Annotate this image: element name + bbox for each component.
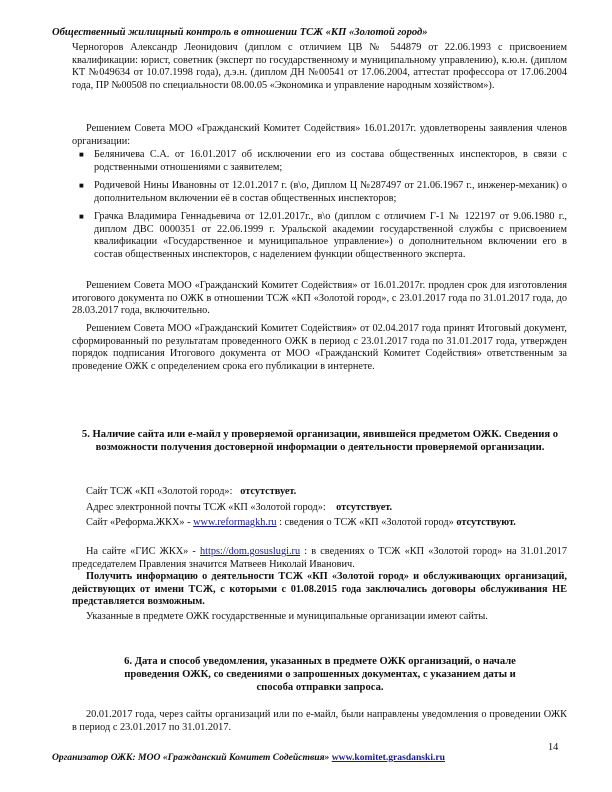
paragraph-chernogorov: Черногоров Александр Леонидович (диплом с отличием ЦВ № 544879 от 22.06.1993 с присвоением квалификации: юрист, советник (эксперт по государственному и муниципальному управлению), к.ю.н. (диплом КТ №049634 от 10.07.1998 года), д.э.н. (диплом ДН №00541 от 17.06.2004, аттестат профессора от 17.06.2004 года, ПР №00508 по специальности 08.00.05 «Экономика и управление народным хозяйством»). [72, 42, 567, 91]
page-footer: Организатор ОЖК: МОО «Гражданский Комитет Содействия» www.komitet.grasdanski.ru [52, 752, 446, 763]
gis-line: На сайте «ГИС ЖКХ» - https://dom.gosuslugi.ru : в сведениях о ТСЖ «КП «Золотой город» на 31.01.2017 председателем Правления значится Матвеев Николай Иванович. [72, 546, 567, 570]
reforma-line: Сайт «Реформа.ЖКХ» - www.reformagkh.ru : сведения о ТСЖ «КП «Золотой город» отсутствуют. [86, 517, 516, 528]
bullet-icon: ■ [79, 150, 84, 159]
site-status: отсутствует. [240, 486, 297, 497]
paragraph-final-document: Решением Совета МОО «Гражданский Комитет Содействия» от 02.04.2017 года принят Итоговый документ, сформированный по результатам проведенного ОЖК в период с 23.01.2017 года по 31.01.2017 года, утвержден порядок подписания Итогового документа от МОО «Гражданский Комитет Содействия» ответственным за проведение ОЖК с определением срока его публикации в интернете. [72, 323, 567, 372]
site-line: Сайт ТСЖ «КП «Золотой город»: отсутствует. [86, 486, 297, 497]
bullet-icon: ■ [79, 181, 84, 190]
bullet-icon: ■ [79, 212, 84, 221]
list-item: ■ Родичевой Нины Ивановны от 12.01.2017 г. (в\о, Диплом Ц №287497 от 21.06.1967 г., инженер-механик) о дополнительном включении её в состав общественных инспекторов; [79, 180, 567, 204]
footer-link[interactable]: www.komitet.grasdanski.ru [331, 752, 446, 763]
email-line: Адрес электронной почты ТСЖ «КП «Золотой город»: отсутствует. [86, 502, 393, 513]
reforma-link[interactable]: www.reformagkh.ru [193, 517, 277, 528]
paragraph-sites-note: Указанные в предмете ОЖК государственные и муниципальные организации имеют сайты. [86, 611, 488, 622]
section-5-heading: 5. Наличие сайта или е-майл у проверяемой организации, явившейся предметом ОЖК. Сведения о возможности получения достоверной информации о деятельности проверяемой организации. [81, 429, 559, 453]
page-number: 14 [548, 742, 559, 753]
list-item: ■ Грачка Владимира Геннадьевича от 12.01.2017г., в\о (диплом с отличием Г-1 № 122197 от 9.06.1980 г., диплом ДВС 0000351 от 22.06.1999 г. Уральской академии государственной службы с присвоением квалификации «Государственное и муниципальное управление») о дополнительном включении его в состав общественных инспекторов, с наделением функции общественного эксперта. [79, 211, 567, 260]
paragraph-extension: Решением Совета МОО «Гражданский Комитет Содействия» от 16.01.2017г. продлен срок для изготовления итогового документа по ОЖК в отношении ТСЖ «КП «Золотой город», с 23.01.2017 года по 31.01.2017 года, до 28.03.2017 года, включительно. [72, 280, 567, 316]
paragraph-council-decision: Решением Совета МОО «Гражданский Комитет Содействия» 16.01.2017г. удовлетворены заявления членов организации: [72, 123, 567, 147]
page-header: Общественный жилищный контроль в отношении ТСЖ «КП «Золотой город» [52, 27, 428, 38]
gis-link[interactable]: https://dom.gosuslugi.ru [199, 546, 301, 557]
section-6-heading: 6. Дата и способ уведомления, указанных в предмете ОЖК организаций, о начале проведения ОЖК, со сведениями о запрошенных документах, с указанием даты и способа отправки запроса. [124, 656, 516, 693]
paragraph-no-info: Получить информацию о деятельности ТСЖ «КП «Золотой город» и обслуживающих организаций, действующих от имени ТСЖ, с которыми с 01.08.2015 года заключались договоры обслуживания НЕ представляется возможным. [72, 571, 567, 607]
email-status: отсутствует. [336, 502, 393, 513]
paragraph-notification: 20.01.2017 года, через сайты организаций или по е-майл, были направлены уведомления о проведении ОЖК в период с 23.01.2017 по 31.01.2017. [72, 709, 567, 733]
reforma-status: отсутствуют. [456, 517, 516, 528]
list-item: ■ Беляничева С.А. от 16.01.2017 об исключении его из состава общественных инспекторов, в связи с родственными отношениями с заявителем; [79, 149, 567, 173]
